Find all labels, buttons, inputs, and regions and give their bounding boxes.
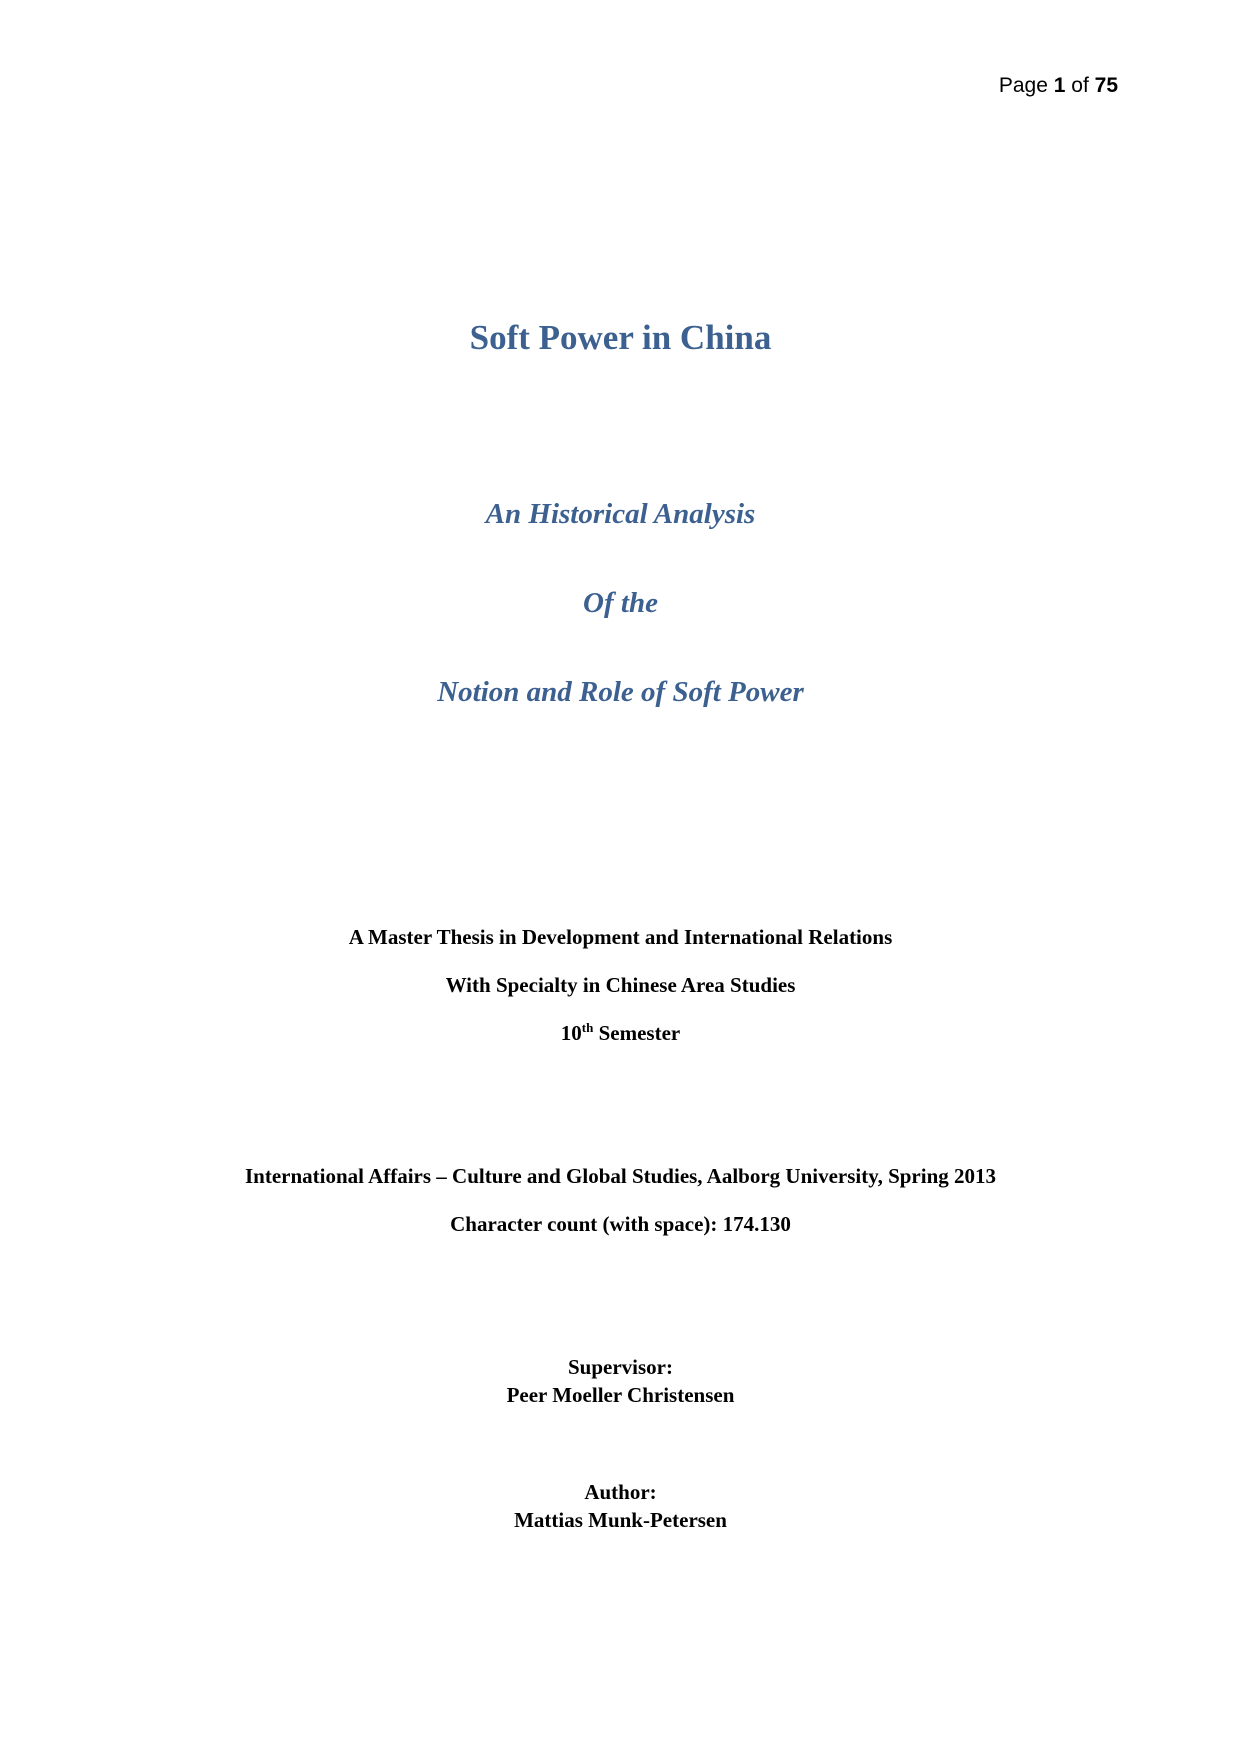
semester-number: 10 — [560, 1021, 582, 1045]
subtitle-line-3: Notion and Role of Soft Power — [437, 676, 804, 708]
author-label: Author: — [584, 1480, 657, 1504]
semester-suffix: th — [581, 1020, 594, 1035]
author-name: Mattias Munk-Petersen — [514, 1508, 727, 1532]
supervisor-label: Supervisor: — [568, 1355, 673, 1379]
page-number — [999, 74, 1118, 98]
semester-word: Semester — [593, 1021, 681, 1045]
page-current: 1 — [1053, 74, 1066, 97]
thesis-type: A Master Thesis in Development and International Relations — [348, 925, 893, 949]
institution-line: International Affairs – Culture and Global Studies, Aalborg University, Spring 2013 — [244, 1164, 997, 1188]
supervisor-name: Peer Moeller Christensen — [506, 1383, 735, 1407]
document-title: Soft Power in China — [469, 318, 772, 357]
page-prefix: Page — [998, 74, 1054, 97]
thesis-semester — [0, 1021, 1241, 1046]
subtitle-line-2: Of the — [583, 587, 658, 619]
page-of: of — [1065, 74, 1095, 97]
subtitle-line-1: An Historical Analysis — [485, 498, 756, 530]
character-count: Character count (with space): 174.130 — [450, 1212, 791, 1236]
page-total: 75 — [1094, 74, 1118, 97]
thesis-specialty: With Specialty in Chinese Area Studies — [445, 973, 796, 997]
